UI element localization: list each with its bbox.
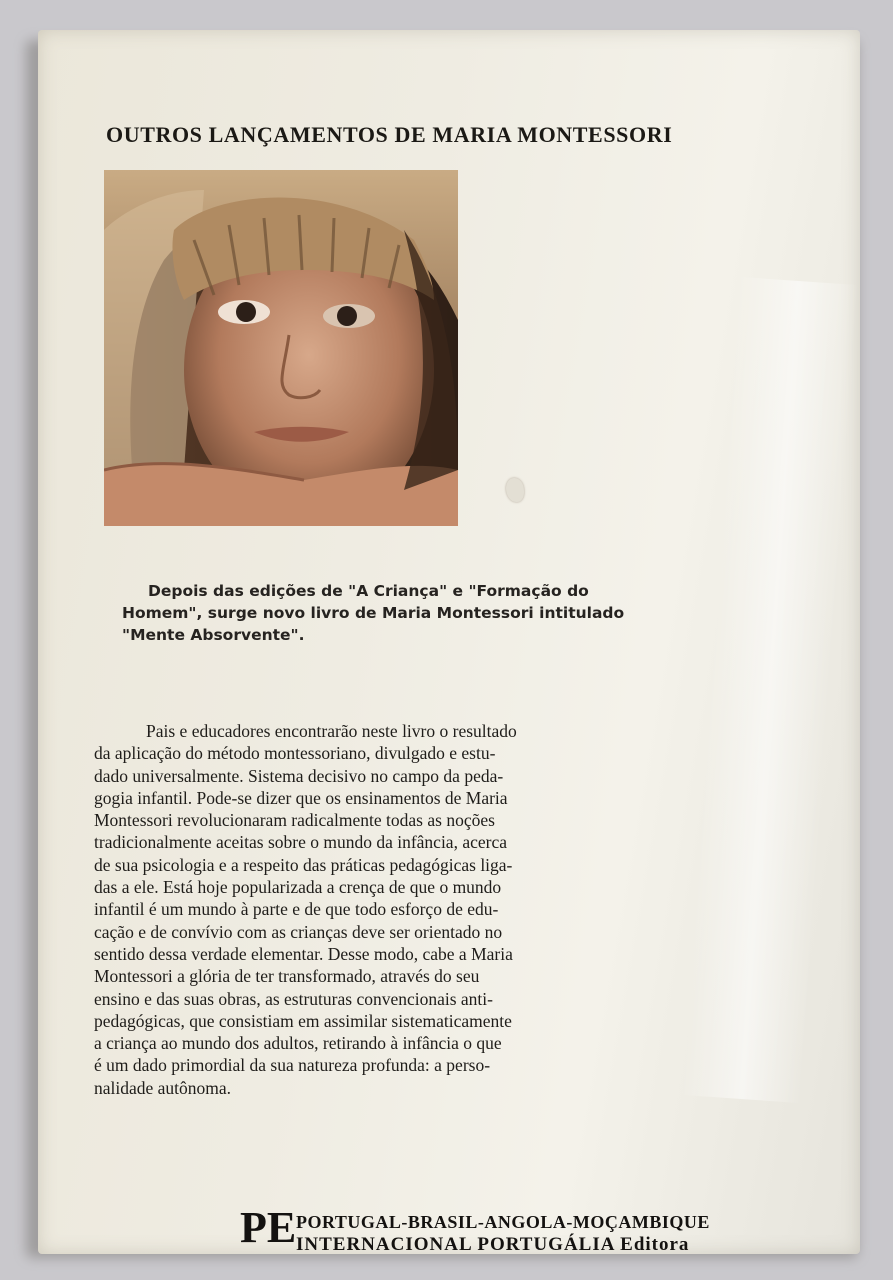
body-line: Pais e educadores encontrarão neste livro o resultado (146, 721, 517, 741)
cover-blemish (506, 478, 524, 502)
publisher-name: INTERNACIONAL PORTUGÁLIA Editora (296, 1234, 690, 1254)
body-line: a criança ao mundo dos adultos, retirando à infância o que (94, 1033, 502, 1054)
body-line: nalidade autônoma. (94, 1077, 232, 1098)
body-line: de sua psicologia e a respeito das práticas pedagógicas liga- (94, 854, 513, 875)
cover-glare (682, 277, 859, 1103)
body-line: infantil é um mundo à parte e de que todo esforço de edu- (94, 899, 499, 920)
body-line: pedagógicas, que consistiam em assimilar sistematicamente (94, 1010, 512, 1031)
body-line: dado universalmente. Sistema decisivo no campo da peda- (94, 765, 504, 786)
body-line: ensino e das suas obras, as estruturas convencionais anti- (94, 988, 493, 1009)
intro-line: Depois das edições de "A Criança" e "Formação do (148, 582, 589, 600)
child-portrait-photo (104, 170, 458, 526)
intro-line: Homem", surge novo livro de Maria Montessori intitulado (122, 604, 625, 622)
intro-paragraph (122, 580, 722, 646)
body-line: tradicionalmente aceitas sobre o mundo da infância, acerca (94, 832, 507, 853)
intro-line: "Mente Absorvente". (122, 626, 305, 644)
body-line: gogia infantil. Pode-se dizer que os ensinamentos de Maria (94, 787, 508, 808)
book-back-cover (38, 30, 860, 1254)
publisher-regions: PORTUGAL-BRASIL-ANGOLA-MOÇAMBIQUE (296, 1212, 710, 1232)
body-line: cação e de convívio com as crianças deve ser orientado no (94, 921, 503, 942)
publisher-imprint (240, 1203, 840, 1254)
body-line: sentido dessa verdade elementar. Desse modo, cabe a Maria (94, 943, 513, 964)
body-line: da aplicação do método montessoriano, divulgado e estu- (94, 743, 496, 764)
cover-heading: OUTROS LANÇAMENTOS DE MARIA MONTESSORI (106, 122, 673, 147)
body-line: das a ele. Está hoje popularizada a crença de que o mundo (94, 877, 502, 898)
description-paragraph (94, 720, 674, 1099)
body-line: Montessori revolucionaram radicalmente todas as noções (94, 810, 495, 831)
publisher-logo-icon: PE (240, 1203, 297, 1252)
child-portrait-image (104, 170, 458, 526)
body-line: Montessori a glória de ter transformado, através do seu (94, 966, 480, 987)
body-line: é um dado primordial da sua natureza profunda: a perso- (94, 1055, 491, 1076)
